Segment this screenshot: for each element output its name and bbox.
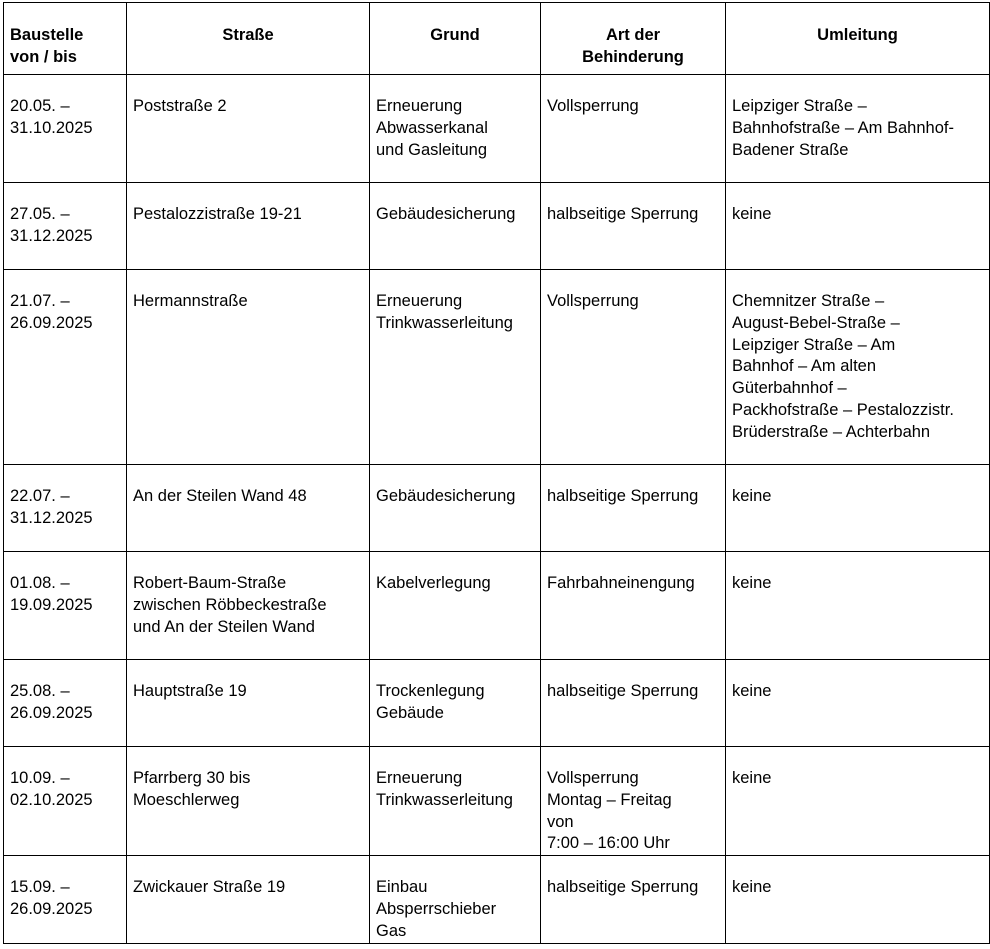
cell-street: Poststraße 2 [127,75,370,183]
cell-date: 15.09. – 26.09.2025 [4,856,127,943]
cell-street: Zwickauer Straße 19 [127,856,370,943]
table-row [4,270,990,465]
table-row [4,183,990,270]
cell-reason: Erneuerung Trinkwasserleitung [370,747,541,856]
table-row [4,747,990,856]
table-row [4,660,990,747]
header-street: Straße [127,3,370,75]
cell-street: Hauptstraße 19 [127,660,370,747]
cell-date: 01.08. – 19.09.2025 [4,552,127,660]
cell-detour: keine [726,465,990,552]
cell-date: 25.08. – 26.09.2025 [4,660,127,747]
construction-sites-table [3,2,990,944]
header-obstruction-type: Art der Behinderung [541,3,726,75]
cell-obstruction-type: Vollsperrung Montag – Freitag von 7:00 – 16:00 Uhr [541,747,726,856]
header-row [4,3,990,75]
cell-obstruction-type: halbseitige Sperrung [541,856,726,943]
cell-detour: keine [726,660,990,747]
cell-detour: keine [726,552,990,660]
cell-reason: Erneuerung Abwasserkanal und Gasleitung [370,75,541,183]
cell-obstruction-type: Fahrbahneinengung [541,552,726,660]
cell-street: Pfarrberg 30 bis Moeschlerweg [127,747,370,856]
cell-obstruction-type: halbseitige Sperrung [541,660,726,747]
cell-date: 10.09. – 02.10.2025 [4,747,127,856]
cell-obstruction-type: Vollsperrung [541,75,726,183]
cell-date: 22.07. – 31.12.2025 [4,465,127,552]
cell-reason: Gebäudesicherung [370,465,541,552]
cell-detour: keine [726,747,990,856]
cell-street: Robert-Baum-Straße zwischen Röbbeckestraße und An der Steilen Wand [127,552,370,660]
cell-detour: Leipziger Straße – Bahnhofstraße – Am Bahnhof- Badener Straße [726,75,990,183]
header-reason: Grund [370,3,541,75]
cell-obstruction-type: halbseitige Sperrung [541,183,726,270]
cell-reason: Kabelverlegung [370,552,541,660]
cell-obstruction-type: Vollsperrung [541,270,726,465]
cell-street: Hermannstraße [127,270,370,465]
cell-date: 21.07. – 26.09.2025 [4,270,127,465]
table-row [4,75,990,183]
table-row [4,552,990,660]
cell-date: 20.05. – 31.10.2025 [4,75,127,183]
cell-date: 27.05. – 31.12.2025 [4,183,127,270]
table-row [4,465,990,552]
cell-detour: Chemnitzer Straße – August-Bebel-Straße – Leipziger Straße – Am Bahnhof – Am alten Güterbahnhof – Packhofstraße – Pestalozzistr. Brüderstraße – Achterbahn [726,270,990,465]
cell-obstruction-type: halbseitige Sperrung [541,465,726,552]
cell-reason: Erneuerung Trinkwasserleitung [370,270,541,465]
cell-street: An der Steilen Wand 48 [127,465,370,552]
cell-reason: Einbau Absperrschieber Gas [370,856,541,943]
cell-reason: Gebäudesicherung [370,183,541,270]
cell-reason: Trockenlegung Gebäude [370,660,541,747]
cell-street: Pestalozzistraße 19-21 [127,183,370,270]
header-date: Baustelle von / bis [4,3,127,75]
header-detour: Umleitung [726,3,990,75]
table-row [4,856,990,943]
cell-detour: keine [726,856,990,943]
cell-detour: keine [726,183,990,270]
